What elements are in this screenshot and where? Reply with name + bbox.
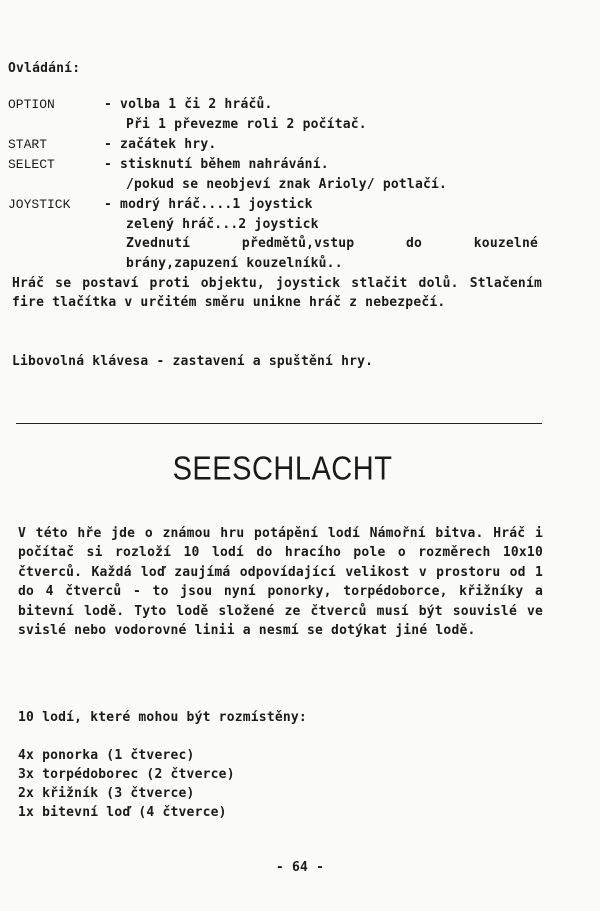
select-line-1: - stisknutí během nahrávání. bbox=[104, 157, 329, 172]
ship-list-heading: 10 lodí, které mohou být rozmístěny: bbox=[18, 710, 307, 725]
joystick-line-2: zelený hráč...2 joystick bbox=[126, 217, 319, 232]
option-line-1: - volba 1 či 2 hráčů. bbox=[104, 97, 273, 112]
joystick-key: JOYSTICK bbox=[8, 197, 71, 212]
start-key: START bbox=[8, 137, 48, 152]
controls-heading: Ovládání: bbox=[8, 61, 81, 76]
controls-paragraph-2: Libovolná klávesa - zastavení a spuštění hry. bbox=[12, 354, 374, 369]
ship-list-item: 2x křižník (3 čtverce) bbox=[18, 786, 195, 801]
ship-list-item: 4x ponorka (1 čtverec) bbox=[18, 748, 195, 763]
joystick-line-3: Zvednutí předmětů,vstup do kouzelné bbox=[126, 236, 538, 251]
start-text: - začátek hry. bbox=[104, 137, 217, 152]
joystick-line-1: - modrý hráč....1 joystick bbox=[104, 197, 313, 212]
section-title: SEESCHLACHT bbox=[172, 450, 393, 488]
page-number: - 64 - bbox=[275, 860, 325, 875]
select-key: SELECT bbox=[8, 157, 55, 172]
ship-list-item: 3x torpédoborec (2 čtverce) bbox=[18, 767, 235, 782]
option-line-2: Při 1 převezme roli 2 počítač. bbox=[126, 117, 367, 132]
ship-list-item: 1x bitevní loď (4 čtverce) bbox=[18, 805, 227, 820]
joystick-line-4: brány,zapuzení kouzelníků.. bbox=[126, 256, 343, 271]
section-divider bbox=[16, 423, 542, 424]
controls-paragraph-1: Hráč se postaví proti objektu, joystick stlačit dolů. Stlačením fire tlačítka v určitém směru unikne hráč z nebezpečí. bbox=[12, 276, 542, 311]
option-key: OPTION bbox=[8, 97, 55, 112]
select-line-2: /pokud se neobjeví znak Arioly/ potlačí. bbox=[126, 177, 448, 192]
game-intro-paragraph: V této hře jde o známou hru potápění lodí Námořní bitva. Hráč i počítač si rozloží 10 lodí do hracího pole o rozměrech 10x10 čtverců. Každá loď zaujímá odpovídající velikost v prostoru od 1 do 4 čtverců - to jsou nyní ponorky, torpédoborce, křižníky a bitevní lodě. Tyto lodě složené ze čtverců musí být souvislé ve svislé nebo vodorovné linii a nesmí se dotýkat jiné lodě. bbox=[18, 526, 543, 639]
